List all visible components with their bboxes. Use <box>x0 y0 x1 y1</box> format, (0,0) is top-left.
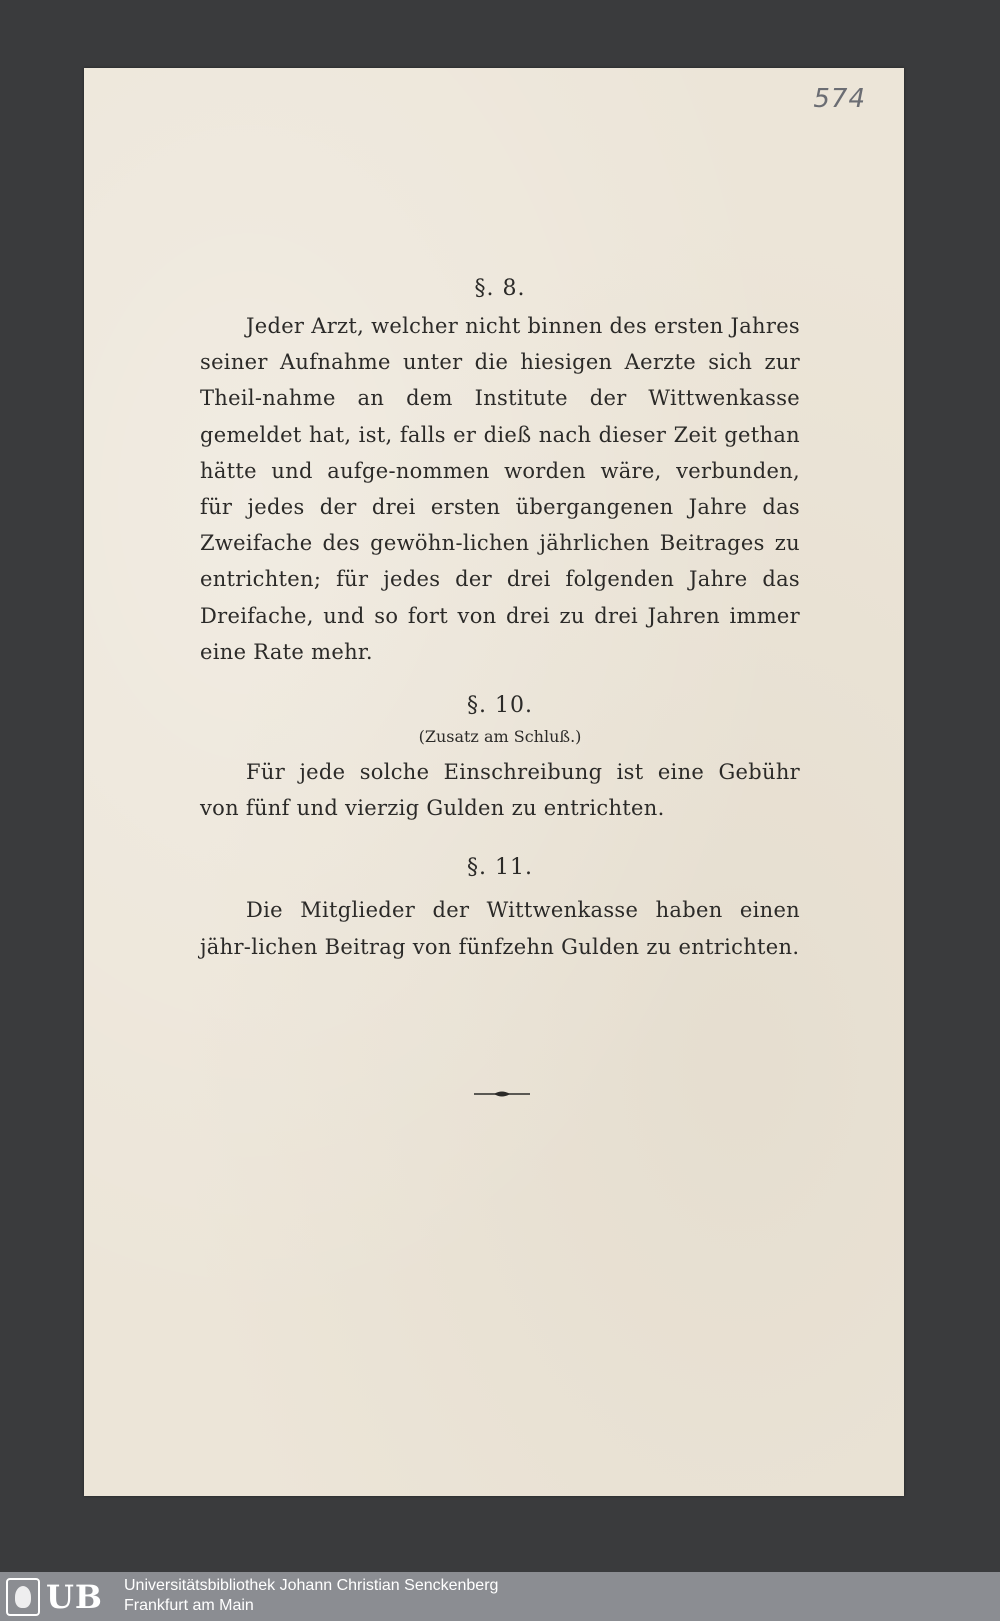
library-logo[interactable] <box>6 1576 116 1617</box>
section-heading-10: §. 10. <box>467 693 533 719</box>
logo-text: UB <box>46 1577 103 1616</box>
document-text <box>200 200 800 965</box>
section-paragraph-8: Jeder Arzt, welcher nicht binnen des ersten Jahres seiner Aufnahme unter die hiesigen Aerzte sich zur Theil-nahme an dem Institute der Wittwenkasse gemeldet hat, ist, falls er dieß nach dieser Zeit gethan hätte und aufge-nommen worden wäre, verbunden, für jedes der drei ersten übergangenen Jahre das Zweifache des gewöhn-lichen jährlichen Beitrages zu entrichten; für jedes der drei folgenden Jahre das Dreifache, und so fort von drei zu drei Jahren immer eine Rate mehr. <box>200 314 800 664</box>
section-paragraph-10: Für jede solche Einschreibung ist eine Gebühr von fünf und vierzig Gulden zu entrichten. <box>200 760 800 821</box>
folio-number: 574 <box>813 84 866 114</box>
institution-name <box>124 1576 498 1616</box>
section-subheading-10: (Zusatz am Schluß.) <box>418 727 582 747</box>
end-ornament-icon <box>474 1088 530 1100</box>
document-page <box>84 68 904 1496</box>
institution-line-2: Frankfurt am Main <box>124 1597 254 1614</box>
library-footer <box>0 1572 1000 1621</box>
section-heading-11: §. 11. <box>467 855 533 881</box>
institution-line-1: Universitätsbibliothek Johann Christian Senckenberg <box>124 1577 499 1594</box>
section-heading-8: §. 8. <box>474 276 526 301</box>
section-paragraph-11: Die Mitglieder der Wittwenkasse haben einen jähr-lichen Beitrag von fünfzehn Gulden zu entrichten. <box>200 898 800 959</box>
seal-icon <box>6 1578 40 1616</box>
